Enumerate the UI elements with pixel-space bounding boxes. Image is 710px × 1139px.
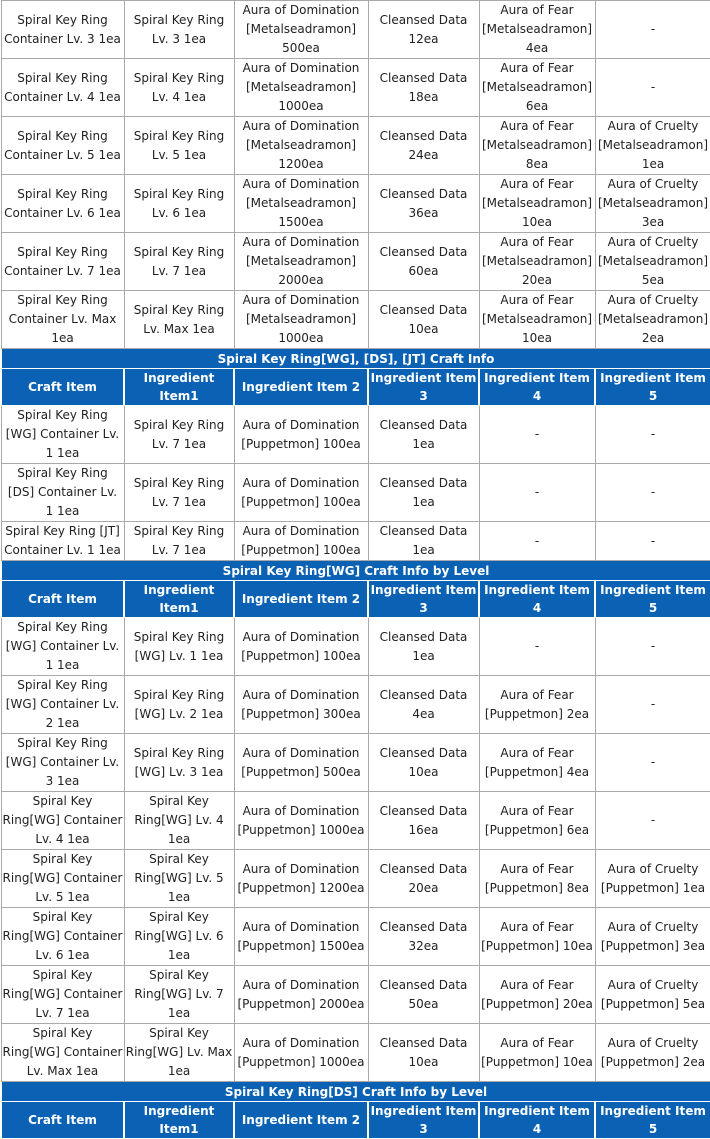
ingredient-4-cell: Aura of Fear [Puppetmon] 10ea bbox=[479, 908, 595, 966]
craft-item-cell: Spiral Key Ring Container Lv. 7 1ea bbox=[1, 233, 124, 291]
ingredient-4-cell: - bbox=[479, 406, 595, 464]
craft-item-cell: Spiral Key Ring[WG] Container Lv. 4 1ea bbox=[1, 792, 124, 850]
craft-item-cell: Spiral Key Ring [JT] Container Lv. 1 1ea bbox=[1, 522, 124, 561]
craft-item-cell: Spiral Key Ring[WG] Container Lv. 7 1ea bbox=[1, 966, 124, 1024]
ingredient-4-cell: Aura of Fear [Puppetmon] 2ea bbox=[479, 676, 595, 734]
ingredient-5-cell: - bbox=[595, 522, 710, 561]
craft-item-cell: Spiral Key Ring [WG] Container Lv. 1 1ea bbox=[1, 618, 124, 676]
section-title-row bbox=[1, 349, 710, 369]
table-row bbox=[1, 734, 710, 792]
craft-item-cell: Spiral Key Ring Container Lv. 5 1ea bbox=[1, 117, 124, 175]
ingredient-1-cell: Spiral Key Ring Lv. Max 1ea bbox=[124, 291, 234, 349]
header-ingredient-3: Ingredient Item 3 bbox=[368, 581, 479, 618]
header-ingredient-5: Ingredient Item 5 bbox=[595, 581, 710, 618]
ingredient-3-cell: Cleansed Data 1ea bbox=[368, 464, 479, 522]
ingredient-1-cell: Spiral Key Ring[WG] Lv. 4 1ea bbox=[124, 792, 234, 850]
ingredient-1-cell: Spiral Key Ring[WG] Lv. 7 1ea bbox=[124, 966, 234, 1024]
section-title-row bbox=[1, 561, 710, 581]
ingredient-4-cell: Aura of Fear [Puppetmon] 20ea bbox=[479, 966, 595, 1024]
table-row bbox=[1, 676, 710, 734]
ingredient-3-cell: Cleansed Data 60ea bbox=[368, 233, 479, 291]
craft-item-cell: Spiral Key Ring Container Lv. 6 1ea bbox=[1, 175, 124, 233]
table-row bbox=[1, 406, 710, 464]
ingredient-3-cell: Cleansed Data 10ea bbox=[368, 291, 479, 349]
ingredient-3-cell: Cleansed Data 32ea bbox=[368, 908, 479, 966]
header-craft-item: Craft Item bbox=[1, 1102, 124, 1139]
ingredient-1-cell: Spiral Key Ring [WG] Lv. 3 1ea bbox=[124, 734, 234, 792]
ingredient-1-cell: Spiral Key Ring Lv. 6 1ea bbox=[124, 175, 234, 233]
craft-item-cell: Spiral Key Ring[WG] Container Lv. Max 1ea bbox=[1, 1024, 124, 1082]
ingredient-4-cell: - bbox=[479, 464, 595, 522]
ingredient-3-cell: Cleansed Data 12ea bbox=[368, 1, 479, 59]
ingredient-5-cell: - bbox=[595, 734, 710, 792]
ingredient-3-cell: Cleansed Data 18ea bbox=[368, 59, 479, 117]
section-title: Spiral Key Ring[DS] Craft Info by Level bbox=[1, 1082, 710, 1102]
section-title: Spiral Key Ring[WG] Craft Info by Level bbox=[1, 561, 710, 581]
ingredient-4-cell: Aura of Fear [Metalseadramon] 4ea bbox=[479, 1, 595, 59]
header-ingredient-4: Ingredient Item 4 bbox=[479, 581, 595, 618]
craft-item-cell: Spiral Key Ring [DS] Container Lv. 1 1ea bbox=[1, 464, 124, 522]
ingredient-5-cell: Aura of Cruelty [Metalseadramon] 1ea bbox=[595, 117, 710, 175]
ingredient-5-cell: - bbox=[595, 618, 710, 676]
ingredient-5-cell: - bbox=[595, 464, 710, 522]
ingredient-3-cell: Cleansed Data 24ea bbox=[368, 117, 479, 175]
table-row bbox=[1, 1024, 710, 1082]
table-row bbox=[1, 966, 710, 1024]
ingredient-3-cell: Cleansed Data 10ea bbox=[368, 1024, 479, 1082]
ingredient-3-cell: Cleansed Data 36ea bbox=[368, 175, 479, 233]
ingredient-2-cell: Aura of Domination [Puppetmon] 100ea bbox=[234, 618, 368, 676]
ingredient-3-cell: Cleansed Data 1ea bbox=[368, 406, 479, 464]
section-title: Spiral Key Ring[WG], [DS], [JT] Craft Info bbox=[1, 349, 710, 369]
craft-item-cell: Spiral Key Ring Container Lv. Max 1ea bbox=[1, 291, 124, 349]
header-row bbox=[1, 369, 710, 406]
ingredient-4-cell: - bbox=[479, 522, 595, 561]
craft-item-cell: Spiral Key Ring [WG] Container Lv. 1 1ea bbox=[1, 406, 124, 464]
ingredient-3-cell: Cleansed Data 1ea bbox=[368, 522, 479, 561]
ingredient-4-cell: Aura of Fear [Puppetmon] 4ea bbox=[479, 734, 595, 792]
header-ingredient-3: Ingredient Item 3 bbox=[368, 369, 479, 406]
ingredient-2-cell: Aura of Domination [Puppetmon] 1000ea bbox=[234, 1024, 368, 1082]
ingredient-4-cell: Aura of Fear [Puppetmon] 6ea bbox=[479, 792, 595, 850]
ingredient-4-cell: - bbox=[479, 618, 595, 676]
ingredient-2-cell: Aura of Domination [Puppetmon] 100ea bbox=[234, 522, 368, 561]
ingredient-5-cell: - bbox=[595, 406, 710, 464]
ingredient-2-cell: Aura of Domination [Puppetmon] 100ea bbox=[234, 406, 368, 464]
ingredient-1-cell: Spiral Key Ring [WG] Lv. 2 1ea bbox=[124, 676, 234, 734]
ingredient-2-cell: Aura of Domination [Puppetmon] 2000ea bbox=[234, 966, 368, 1024]
ingredient-2-cell: Aura of Domination [Puppetmon] 1500ea bbox=[234, 908, 368, 966]
ingredient-2-cell: Aura of Domination [Puppetmon] 1200ea bbox=[234, 850, 368, 908]
craft-item-cell: Spiral Key Ring Container Lv. 3 1ea bbox=[1, 1, 124, 59]
ingredient-2-cell: Aura of Domination [Metalseadramon] 2000ea bbox=[234, 233, 368, 291]
ingredient-4-cell: Aura of Fear [Metalseadramon] 20ea bbox=[479, 233, 595, 291]
ingredient-1-cell: Spiral Key Ring Lv. 7 1ea bbox=[124, 233, 234, 291]
ingredient-1-cell: Spiral Key Ring Lv. 7 1ea bbox=[124, 464, 234, 522]
header-ingredient-5: Ingredient Item 5 bbox=[595, 369, 710, 406]
craft-item-cell: Spiral Key Ring[WG] Container Lv. 5 1ea bbox=[1, 850, 124, 908]
ingredient-5-cell: Aura of Cruelty [Metalseadramon] 3ea bbox=[595, 175, 710, 233]
ingredient-3-cell: Cleansed Data 20ea bbox=[368, 850, 479, 908]
ingredient-3-cell: Cleansed Data 1ea bbox=[368, 618, 479, 676]
table-row bbox=[1, 522, 710, 561]
ingredient-4-cell: Aura of Fear [Puppetmon] 10ea bbox=[479, 1024, 595, 1082]
craft-item-cell: Spiral Key Ring [WG] Container Lv. 2 1ea bbox=[1, 676, 124, 734]
ingredient-2-cell: Aura of Domination [Metalseadramon] 1200ea bbox=[234, 117, 368, 175]
ingredient-1-cell: Spiral Key Ring Lv. 7 1ea bbox=[124, 522, 234, 561]
header-craft-item: Craft Item bbox=[1, 581, 124, 618]
ingredient-5-cell: Aura of Cruelty [Puppetmon] 3ea bbox=[595, 908, 710, 966]
ingredient-4-cell: Aura of Fear [Metalseadramon] 10ea bbox=[479, 291, 595, 349]
craft-item-cell: Spiral Key Ring[WG] Container Lv. 6 1ea bbox=[1, 908, 124, 966]
header-craft-item: Craft Item bbox=[1, 369, 124, 406]
section-title-row bbox=[1, 1082, 710, 1102]
ingredient-5-cell: - bbox=[595, 792, 710, 850]
ingredient-1-cell: Spiral Key Ring Lv. 3 1ea bbox=[124, 1, 234, 59]
ingredient-5-cell: Aura of Cruelty [Puppetmon] 5ea bbox=[595, 966, 710, 1024]
ingredient-3-cell: Cleansed Data 10ea bbox=[368, 734, 479, 792]
header-row bbox=[1, 581, 710, 618]
table-row bbox=[1, 233, 710, 291]
header-ingredient-2: Ingredient Item 2 bbox=[234, 369, 368, 406]
ingredient-1-cell: Spiral Key Ring[WG] Lv. 6 1ea bbox=[124, 908, 234, 966]
ingredient-4-cell: Aura of Fear [Metalseadramon] 10ea bbox=[479, 175, 595, 233]
header-ingredient-3: Ingredient Item 3 bbox=[368, 1102, 479, 1139]
ingredient-4-cell: Aura of Fear [Metalseadramon] 6ea bbox=[479, 59, 595, 117]
ingredient-3-cell: Cleansed Data 4ea bbox=[368, 676, 479, 734]
header-ingredient-1: Ingredient Item1 bbox=[124, 581, 234, 618]
ingredient-1-cell: Spiral Key Ring[WG] Lv. Max 1ea bbox=[124, 1024, 234, 1082]
header-ingredient-2: Ingredient Item 2 bbox=[234, 581, 368, 618]
header-row bbox=[1, 1102, 710, 1139]
header-ingredient-4: Ingredient Item 4 bbox=[479, 1102, 595, 1139]
ingredient-2-cell: Aura of Domination [Metalseadramon] 500ea bbox=[234, 1, 368, 59]
ingredient-5-cell: - bbox=[595, 59, 710, 117]
ingredient-1-cell: Spiral Key Ring Lv. 7 1ea bbox=[124, 406, 234, 464]
table-row bbox=[1, 908, 710, 966]
table-row bbox=[1, 618, 710, 676]
craft-item-cell: Spiral Key Ring Container Lv. 4 1ea bbox=[1, 59, 124, 117]
header-ingredient-1: Ingredient Item1 bbox=[124, 369, 234, 406]
ingredient-5-cell: Aura of Cruelty [Puppetmon] 1ea bbox=[595, 850, 710, 908]
ingredient-4-cell: Aura of Fear [Puppetmon] 8ea bbox=[479, 850, 595, 908]
table-row bbox=[1, 59, 710, 117]
table-row bbox=[1, 117, 710, 175]
ingredient-4-cell: Aura of Fear [Metalseadramon] 8ea bbox=[479, 117, 595, 175]
ingredient-1-cell: Spiral Key Ring Lv. 5 1ea bbox=[124, 117, 234, 175]
ingredient-5-cell: Aura of Cruelty [Metalseadramon] 5ea bbox=[595, 233, 710, 291]
table-row bbox=[1, 175, 710, 233]
ingredient-2-cell: Aura of Domination [Puppetmon] 500ea bbox=[234, 734, 368, 792]
header-ingredient-2: Ingredient Item 2 bbox=[234, 1102, 368, 1139]
ingredient-5-cell: Aura of Cruelty [Puppetmon] 2ea bbox=[595, 1024, 710, 1082]
table-row bbox=[1, 291, 710, 349]
header-ingredient-4: Ingredient Item 4 bbox=[479, 369, 595, 406]
ingredient-2-cell: Aura of Domination [Puppetmon] 1000ea bbox=[234, 792, 368, 850]
ingredient-1-cell: Spiral Key Ring Lv. 4 1ea bbox=[124, 59, 234, 117]
ingredient-5-cell: - bbox=[595, 1, 710, 59]
table-row bbox=[1, 1, 710, 59]
header-ingredient-1: Ingredient Item1 bbox=[124, 1102, 234, 1139]
ingredient-5-cell: - bbox=[595, 676, 710, 734]
ingredient-2-cell: Aura of Domination [Puppetmon] 100ea bbox=[234, 464, 368, 522]
ingredient-1-cell: Spiral Key Ring[WG] Lv. 5 1ea bbox=[124, 850, 234, 908]
ingredient-5-cell: Aura of Cruelty [Metalseadramon] 2ea bbox=[595, 291, 710, 349]
table-row bbox=[1, 464, 710, 522]
ingredient-2-cell: Aura of Domination [Puppetmon] 300ea bbox=[234, 676, 368, 734]
craft-item-cell: Spiral Key Ring [WG] Container Lv. 3 1ea bbox=[1, 734, 124, 792]
ingredient-3-cell: Cleansed Data 16ea bbox=[368, 792, 479, 850]
ingredient-2-cell: Aura of Domination [Metalseadramon] 1000ea bbox=[234, 59, 368, 117]
ingredient-1-cell: Spiral Key Ring [WG] Lv. 1 1ea bbox=[124, 618, 234, 676]
table-row bbox=[1, 792, 710, 850]
header-ingredient-5: Ingredient Item 5 bbox=[595, 1102, 710, 1139]
ingredient-2-cell: Aura of Domination [Metalseadramon] 1000ea bbox=[234, 291, 368, 349]
ingredient-3-cell: Cleansed Data 50ea bbox=[368, 966, 479, 1024]
ingredient-2-cell: Aura of Domination [Metalseadramon] 1500ea bbox=[234, 175, 368, 233]
